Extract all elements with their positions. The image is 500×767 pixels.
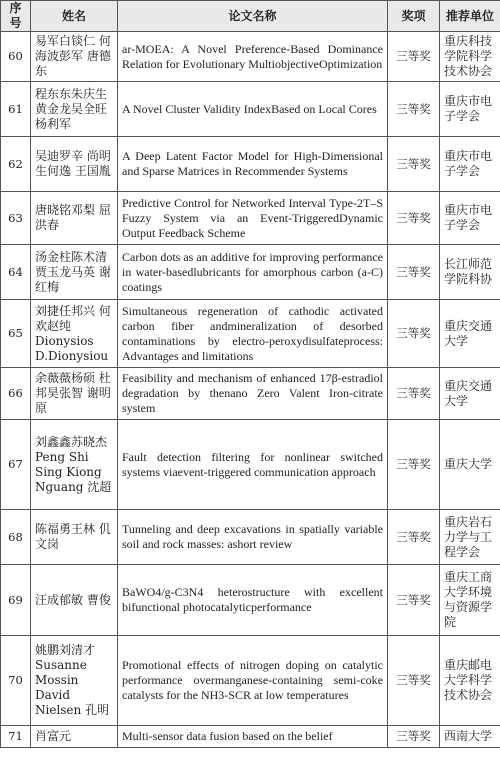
row-no: 61 — [1, 82, 31, 137]
row-title: Predictive Control for Networked Interval Type-2T–S Fuzzy System via an Event-TriggeredDynamic Output Feedback Scheme — [118, 192, 388, 245]
row-unit: 重庆邮电大学科学技术协会 — [440, 636, 500, 726]
row-unit: 重庆交通大学 — [440, 368, 500, 420]
row-no: 68 — [1, 510, 31, 565]
row-names: 汪成郁敏 曹俊 — [31, 565, 118, 636]
row-award: 三等奖 — [388, 420, 440, 510]
row-award: 三等奖 — [388, 137, 440, 192]
header-award: 奖项 — [388, 1, 440, 32]
row-award: 三等奖 — [388, 82, 440, 137]
row-names: 余薇薇杨硕 杜邦昊张智 谢明原 — [31, 368, 118, 420]
table-row — [1, 510, 500, 565]
row-award: 三等奖 — [388, 726, 440, 748]
row-title: Carbon dots as an additive for improving performance in water-basedlubricants for amorphous carbon (a-C) coatings — [118, 245, 388, 300]
row-no: 62 — [1, 137, 31, 192]
row-no: 60 — [1, 32, 31, 82]
row-names: 肖富元 — [31, 726, 118, 748]
table-row — [1, 300, 500, 368]
row-no: 67 — [1, 420, 31, 510]
table-row — [1, 82, 500, 137]
row-names: 易军白锬仁 何海波彭军 唐德东 — [31, 32, 118, 82]
row-no: 69 — [1, 565, 31, 636]
row-award: 三等奖 — [388, 368, 440, 420]
table-row — [1, 636, 500, 726]
row-title: BaWO4/g-C3N4 heterostructure with excellent bifunctional photocatalyticperformance — [118, 565, 388, 636]
row-names: 刘鑫鑫苏晓杰 Peng Shi Sing Kiong Nguang 沈超 — [31, 420, 118, 510]
table-row — [1, 192, 500, 245]
row-no: 66 — [1, 368, 31, 420]
header-name: 姓名 — [31, 1, 118, 32]
row-unit: 重庆工商大学环境与资源学院 — [440, 565, 500, 636]
row-award: 三等奖 — [388, 636, 440, 726]
header-no: 序号 — [1, 1, 31, 32]
table-row — [1, 565, 500, 636]
row-unit: 重庆交通大学 — [440, 300, 500, 368]
row-title: Feasibility and mechanism of enhanced 17β-estradiol degradation by thenano Zero Valent Iron-citrate system — [118, 368, 388, 420]
row-unit: 重庆大学 — [440, 420, 500, 510]
row-title: Tunneling and deep excavations in spatially variable soil and rock masses: ashort review — [118, 510, 388, 565]
row-award: 三等奖 — [388, 565, 440, 636]
row-title: Fault detection filtering for nonlinear switched systems viaevent-triggered communication approach — [118, 420, 388, 510]
row-names: 程东东朱庆生 黄金龙吴全旺 杨利军 — [31, 82, 118, 137]
row-title: Simultaneous regeneration of cathodic activated carbon fiber andmineralization of desorbed contaminations by electro-peroxydisulfateprocess: Advantages and limitations — [118, 300, 388, 368]
table-row — [1, 137, 500, 192]
row-unit: 重庆市电子学会 — [440, 82, 500, 137]
row-award: 三等奖 — [388, 192, 440, 245]
row-unit: 重庆市电子学会 — [440, 137, 500, 192]
row-award: 三等奖 — [388, 510, 440, 565]
row-unit: 重庆市电子学会 — [440, 192, 500, 245]
header-title: 论文名称 — [118, 1, 388, 32]
row-names: 汤金柱陈术清 贾玉龙马英 谢红梅 — [31, 245, 118, 300]
row-award: 三等奖 — [388, 32, 440, 82]
row-unit: 长江师范学院科协 — [440, 245, 500, 300]
row-unit: 重庆科技学院科学技术协会 — [440, 32, 500, 82]
table-row — [1, 368, 500, 420]
row-unit: 重庆岩石力学与工程学会 — [440, 510, 500, 565]
row-names: 陈福勇王林 仉文岗 — [31, 510, 118, 565]
table-row — [1, 726, 500, 748]
row-no: 71 — [1, 726, 31, 748]
row-names: 吴迪罗辛 尚明生何逸 王国胤 — [31, 137, 118, 192]
table-row — [1, 245, 500, 300]
table-row — [1, 420, 500, 510]
row-title: A Novel Cluster Validity IndexBased on Local Cores — [118, 82, 388, 137]
row-names: 刘捷任邦兴 何欢赵纯 Dionysios D.Dionysiou — [31, 300, 118, 368]
row-award: 三等奖 — [388, 300, 440, 368]
row-title: Multi-sensor data fusion based on the belief — [118, 726, 388, 748]
header-unit: 推荐单位 — [440, 1, 500, 32]
row-no: 64 — [1, 245, 31, 300]
row-names: 唐晓铭邓梨 屈洪春 — [31, 192, 118, 245]
row-no: 65 — [1, 300, 31, 368]
row-title: ar-MOEA: A Novel Preference-Based Dominance Relation for Evolutionary MultiobjectiveOptimization — [118, 32, 388, 82]
row-unit: 西南大学 — [440, 726, 500, 748]
row-no: 70 — [1, 636, 31, 726]
row-title: Promotional effects of nitrogen doping on catalytic performance overmanganese-containing semi-coke catalysts for the NH3-SCR at low temperatures — [118, 636, 388, 726]
row-title: A Deep Latent Factor Model for High-Dimensional and Sparse Matrices in Recommender Systems — [118, 137, 388, 192]
table-row — [1, 32, 500, 82]
row-award: 三等奖 — [388, 245, 440, 300]
row-no: 63 — [1, 192, 31, 245]
header-row — [1, 1, 500, 32]
row-names: 姚鹏刘清才 Susanne Mossin David Nielsen 孔明 — [31, 636, 118, 726]
